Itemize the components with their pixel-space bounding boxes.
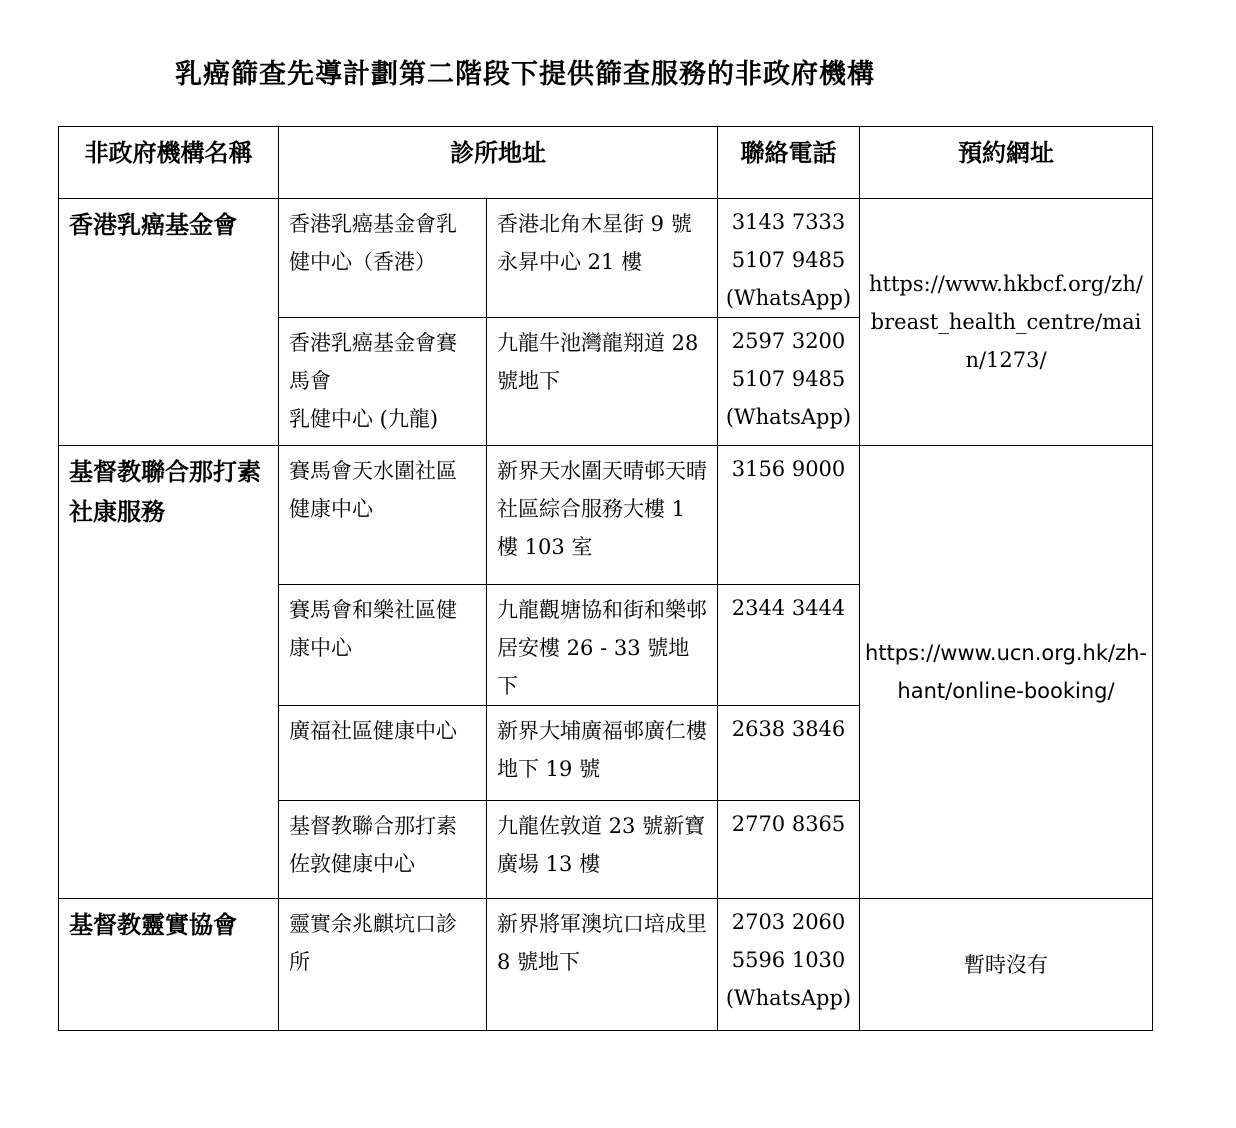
clinic-address: 香港北角木星街 9 號永昇中心 21 樓: [487, 199, 718, 318]
clinic-phone: 2770 8365: [718, 801, 860, 899]
table-header-row: [59, 127, 1153, 199]
org-name: 香港乳癌基金會: [59, 199, 279, 446]
clinic-name: 香港乳癌基金會乳健中心（香港）: [279, 199, 487, 318]
clinic-address: 新界將軍澳坑口培成里 8 號地下: [487, 899, 718, 1031]
clinic-address: 新界大埔廣福邨廣仁樓地下 19 號: [487, 706, 718, 801]
clinic-phone: 2703 2060 5596 1030 (WhatsApp): [718, 899, 860, 1031]
org-name: 基督教聯合那打素社康服務: [59, 446, 279, 899]
clinic-phone: 3156 9000: [718, 446, 860, 585]
clinic-phone: 2638 3846: [718, 706, 860, 801]
table-row: [59, 199, 1153, 318]
clinic-phone: 2344 3444: [718, 585, 860, 706]
booking-url[interactable]: https://www.hkbcf.org/zh/breast_health_centre/main/1273/: [860, 199, 1153, 446]
page-title: 乳癌篩查先導計劃第二階段下提供篩查服務的非政府機構: [175, 59, 875, 90]
clinic-name: 香港乳癌基金會賽馬會 乳健中心 (九龍): [279, 318, 487, 446]
clinic-phone: 3143 7333 5107 9485 (WhatsApp): [718, 199, 860, 318]
header-booking: 預約網址: [860, 127, 1153, 199]
clinic-name: 靈實余兆麒坑口診所: [279, 899, 487, 1031]
booking-url[interactable]: https://www.ucn.org.hk/zh-hant/online-booking/: [860, 446, 1153, 899]
clinic-name: 廣福社區健康中心: [279, 706, 487, 801]
clinic-address: 九龍佐敦道 23 號新寶廣場 13 樓: [487, 801, 718, 899]
org-name: 基督教靈實協會: [59, 899, 279, 1031]
table-row: [59, 899, 1153, 1031]
clinic-address: 九龍牛池灣龍翔道 28 號地下: [487, 318, 718, 446]
header-org: 非政府機構名稱: [59, 127, 279, 199]
clinic-name: 賽馬會天水圍社區健康中心: [279, 446, 487, 585]
clinic-address: 新界天水圍天晴邨天晴社區綜合服務大樓 1 樓 103 室: [487, 446, 718, 585]
header-phone: 聯絡電話: [718, 127, 860, 199]
clinic-name: 賽馬會和樂社區健康中心: [279, 585, 487, 706]
header-address: 診所地址: [279, 127, 718, 199]
clinic-phone: 2597 3200 5107 9485 (WhatsApp): [718, 318, 860, 446]
booking-status: 暫時沒有: [860, 899, 1153, 1031]
table-row: [59, 446, 1153, 585]
ngo-table: [58, 126, 1153, 1031]
clinic-address: 九龍觀塘協和街和樂邨居安樓 26 - 33 號地下: [487, 585, 718, 706]
clinic-name: 基督教聯合那打素佐敦健康中心: [279, 801, 487, 899]
